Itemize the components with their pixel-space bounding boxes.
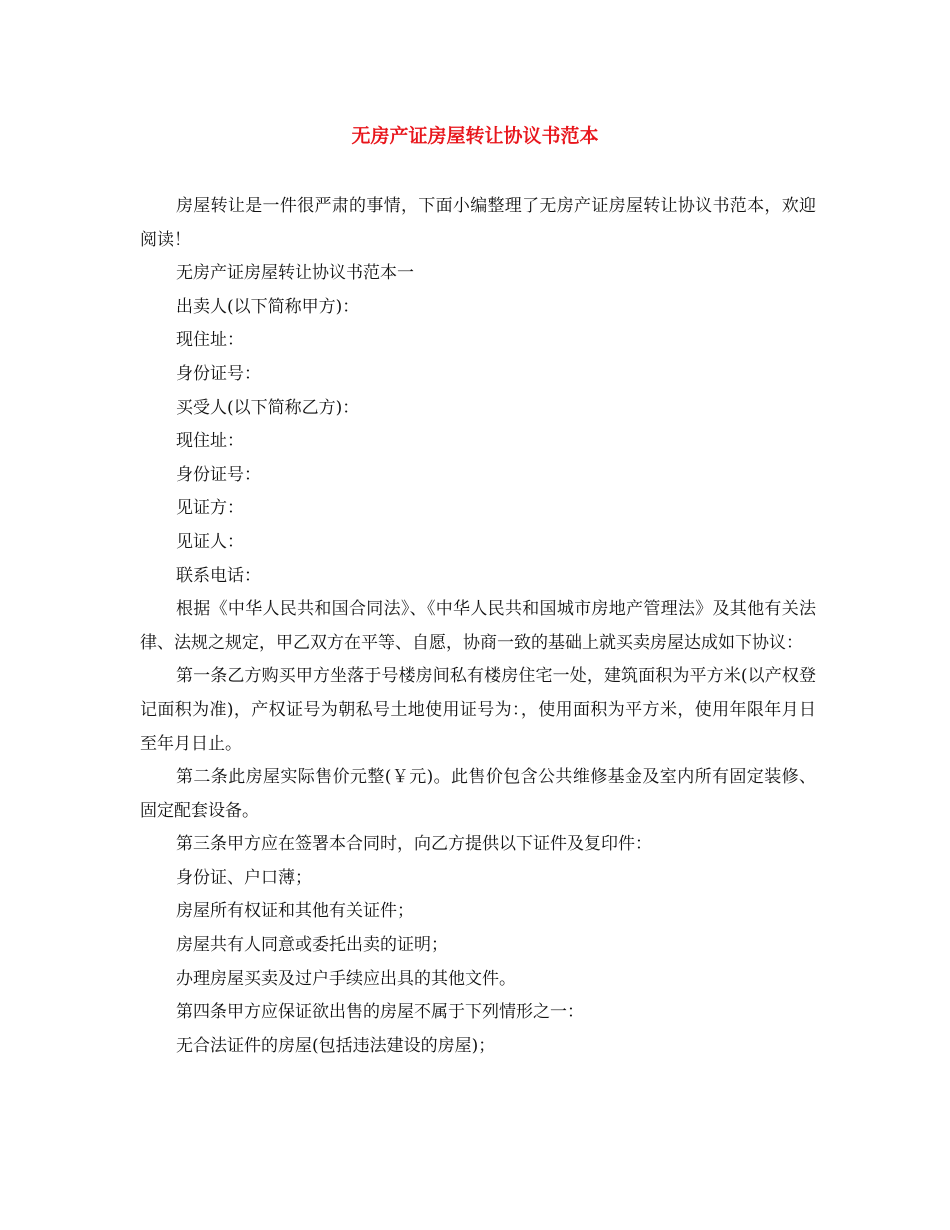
paragraph: 根据《中华人民共和国合同法》、《中华人民共和国城市房地产管理法》及其他有关法律、法规之规定，甲乙双方在平等、自愿，协商一致的基础上就买卖房屋达成如下协议：: [140, 599, 816, 653]
paragraph: 办理房屋买卖及过户手续应出具的其他文件。: [176, 968, 516, 989]
paragraph: 无合法证件的房屋(包括违法建设的房屋)；: [176, 1035, 496, 1056]
paragraph: 第三条甲方应在签署本合同时，向乙方提供以下证件及复印件：: [176, 834, 652, 855]
document-title: 无房产证房屋转让协议书范本: [351, 125, 599, 147]
paragraph: 第一条乙方购买甲方坐落于号楼房间私有楼房住宅一处，建筑面积为平方米(以产权登记面积为准)，产权证号为朝私号土地使用证号为：，使用面积为平方米，使用年限年月日至年月日止。: [140, 666, 816, 754]
paragraph: 现住址：: [176, 431, 244, 452]
paragraph: 房屋转让是一件很严肃的事情，下面小编整理了无房产证房屋转让协议书范本，欢迎阅读！: [140, 196, 816, 250]
paragraph: 出卖人(以下简称甲方)：: [176, 296, 360, 317]
paragraph: 见证人：: [176, 531, 244, 552]
paragraph: 见证方：: [176, 498, 244, 519]
paragraph: 房屋所有权证和其他有关证件；: [176, 901, 414, 922]
document-body: [140, 190, 816, 1063]
paragraph: 现住址：: [176, 330, 244, 351]
paragraph: 无房产证房屋转让协议书范本一: [176, 263, 414, 284]
paragraph: 身份证号：: [176, 464, 261, 485]
paragraph: 买受人(以下简称乙方)：: [176, 397, 360, 418]
paragraph: 联系电话：: [176, 565, 261, 586]
paragraph: 房屋共有人同意或委托出卖的证明；: [176, 935, 448, 956]
paragraph: 第四条甲方应保证欲出售的房屋不属于下列情形之一：: [176, 1002, 584, 1023]
paragraph: 第二条此房屋实际售价元整(￥元)。此售价包含公共维修基金及室内所有固定装修、固定配套设备。: [140, 767, 816, 821]
paragraph: 身份证、户口薄；: [176, 867, 312, 888]
paragraph: 身份证号：: [176, 363, 261, 384]
